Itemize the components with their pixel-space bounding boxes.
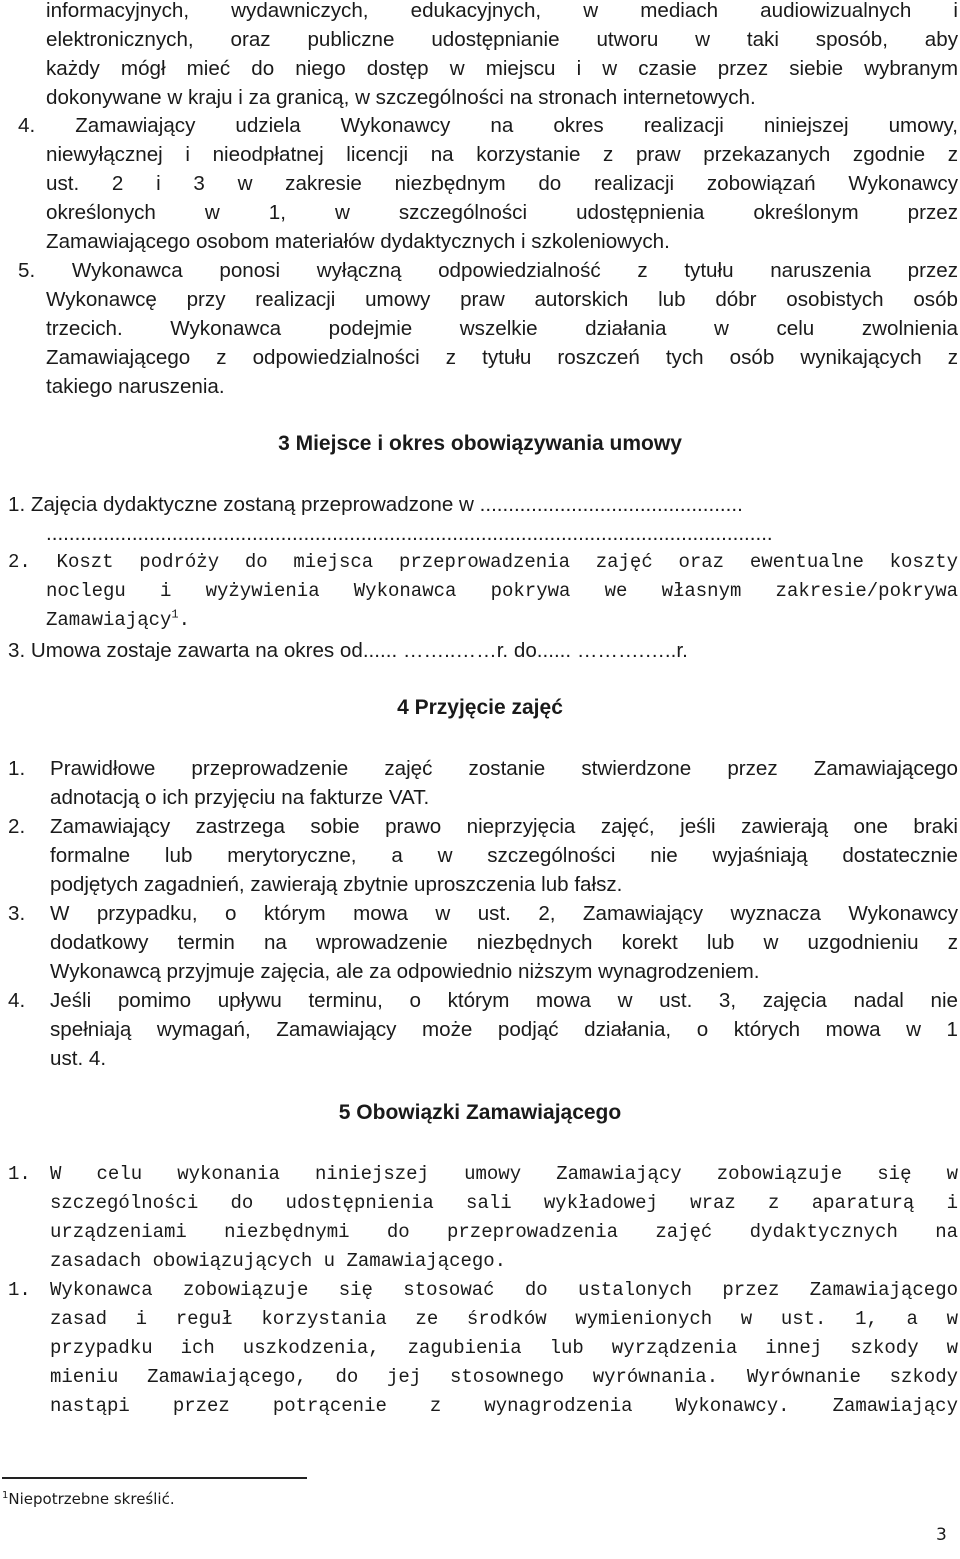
text-line: zasad i reguł korzystania ze środków wymienionych w ust. 1, a w bbox=[50, 1308, 958, 1330]
text-line: 1. Zajęcia dydaktyczne zostaną przeprowadzone w .............................................. bbox=[8, 493, 743, 516]
text-line: 4. Zamawiający udziela Wykonawcy na okres realizacji niniejszej umowy, bbox=[18, 114, 958, 137]
text-line: formalne lub merytoryczne, a w szczególności nie wyjaśniają dostatecznie bbox=[50, 844, 958, 867]
item-number: 1. bbox=[8, 1279, 31, 1301]
section-3-heading: 3 Miejsce i okres obowiązywania umowy bbox=[278, 432, 682, 455]
text-line: W przypadku, o którym mowa w ust. 2, Zamawiający wyznacza Wykonawcy bbox=[50, 902, 958, 925]
text-line: Zamawiający zastrzega sobie prawo nieprzyjęcia zajęć, jeśli zawierają one braki bbox=[50, 815, 958, 838]
text-line: adnotacją o ich przyjęciu na fakturze VAT. bbox=[50, 786, 430, 809]
text-line: takiego naruszenia. bbox=[46, 375, 225, 398]
text-line: Jeśli pomimo upływu terminu, o którym mowa w ust. 3, zajęcia nadal nie bbox=[50, 989, 958, 1012]
text-line: spełniają wymagań, Zamawiający może podjąć działania, o których mowa w 1 bbox=[50, 1018, 958, 1041]
text-line: nastąpi przez potrącenie z wynagrodzenia Wykonawcy. Zamawiający bbox=[50, 1395, 958, 1417]
text-line: Wykonawcą przyjmuje zajęcia, ale za odpowiednio niższym wynagrodzeniem. bbox=[50, 960, 760, 983]
text-span: . bbox=[178, 609, 191, 631]
text-line: niewyłącznej i nieodpłatnej licencji na korzystanie z praw przekazanych zgodnie z bbox=[46, 143, 958, 166]
text-line: określonych w 1, w szczególności udostępnienia określonym przez bbox=[46, 201, 958, 224]
text-line: Zamawiającego osobom materiałów dydaktycznych i szkoleniowych. bbox=[46, 230, 670, 253]
footnote-text: Niepotrzebne skreślić. bbox=[8, 1490, 175, 1508]
footnote-divider bbox=[2, 1477, 307, 1479]
text-line: przypadku ich uszkodzenia, zagubienia lub wyrządzenia innej szkody w bbox=[50, 1337, 958, 1359]
footnote bbox=[2, 1490, 175, 1508]
footnote-marker: 1 bbox=[2, 1490, 9, 1501]
text-line bbox=[46, 606, 190, 635]
text-line: Wykonawcę przy realizacji umowy praw autorskich lub dóbr osobistych osób bbox=[46, 288, 958, 311]
item-number: 4. bbox=[8, 989, 26, 1012]
text-line: podjętych zagadnień, zawierają zbytnie uproszczenia lub fałsz. bbox=[50, 873, 623, 896]
text-line: informacyjnych, wydawniczych, edukacyjnych, w mediach audiowizualnych i bbox=[46, 0, 958, 22]
text-line: Prawidłowe przeprowadzenie zajęć zostanie stwierdzone przez Zamawiającego bbox=[50, 757, 958, 780]
text-line: ust. 2 i 3 w zakresie niezbędnym do realizacji zobowiązań Wykonawcy bbox=[46, 172, 958, 195]
text-line: mieniu Zamawiającego, do jej stosownego wyrównania. Wyrównanie szkody bbox=[50, 1366, 958, 1388]
item-number: 3. bbox=[8, 902, 26, 925]
text-line: noclegu i wyżywienia Wykonawca pokrywa we własnym zakresie/pokrywa bbox=[46, 580, 958, 602]
text-line: ust. 4. bbox=[50, 1047, 107, 1070]
text-line: 5. Wykonawca ponosi wyłączną odpowiedzialność z tytułu naruszenia przez bbox=[18, 259, 958, 282]
text-line: urządzeniami niezbędnymi do przeprowadzenia zajęć dydaktycznych na bbox=[50, 1221, 958, 1243]
text-line: Zamawiającego z odpowiedzialności z tytułu roszczeń tych osób wynikających z bbox=[46, 346, 958, 369]
item-number: 2. bbox=[8, 815, 26, 838]
text-line: ............................................................................................................................... bbox=[46, 522, 773, 545]
text-line: zasadach obowiązujących u Zamawiającego. bbox=[50, 1250, 507, 1272]
section-5-heading: 5 Obowiązki Zamawiającego bbox=[338, 1101, 622, 1124]
text-line: elektronicznych, oraz publiczne udostępnianie utworu w taki sposób, aby bbox=[46, 28, 958, 51]
footnote-reference: 1 bbox=[171, 607, 179, 622]
item-number: 1. bbox=[8, 757, 26, 780]
text-span: Zamawiający bbox=[46, 609, 172, 631]
text-line: dodatkowy termin na wprowadzenie niezbędnych korekt lub w uzgodnieniu z bbox=[50, 931, 958, 954]
text-line: trzecich. Wykonawca podejmie wszelkie działania w celu zwolnienia bbox=[46, 317, 958, 340]
section-3-item-3: 3. Umowa zostaje zawarta na okres od...... ……..……r. do...... ……….…..r. bbox=[8, 639, 688, 662]
text-line: każdy mógł mieć do niego dostęp w miejscu i w czasie przez siebie wybranym bbox=[46, 57, 958, 80]
text-line: W celu wykonania niniejszej umowy Zamawiający zobowiązuje się w bbox=[50, 1163, 958, 1185]
text-line: 2. Koszt podróży do miejsca przeprowadzenia zajęć oraz ewentualne koszty bbox=[8, 551, 958, 573]
text-line: dokonywane w kraju i za granicą, w szczególności na stronach internetowych. bbox=[46, 86, 756, 109]
page-number: 3 bbox=[936, 1525, 947, 1545]
text-line: szczególności do udostępnienia sali wykładowej wraz z aparaturą i bbox=[50, 1192, 958, 1214]
item-number: 1. bbox=[8, 1163, 31, 1185]
section-4-heading: 4 Przyjęcie zajęć bbox=[397, 696, 563, 719]
text-line: Wykonawca zobowiązuje się stosować do ustalonych przez Zamawiającego bbox=[50, 1279, 958, 1301]
